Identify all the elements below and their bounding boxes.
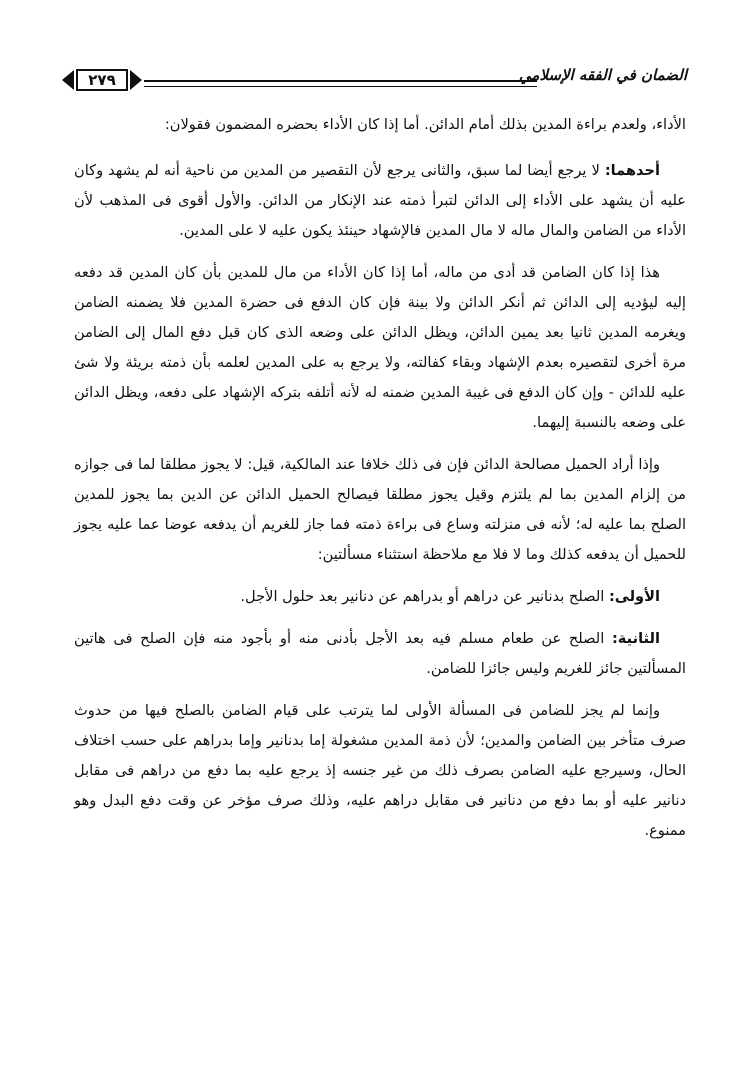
page-number: ٢٧٩ <box>76 69 128 91</box>
ornament-arrow-left-icon <box>62 70 74 90</box>
paragraph-text: وإذا أراد الحميل مصالحة الدائن فإن فى ذلك خلافا عند المالكية، قيل: لا يجوز مطلقا لما فى جوازه من إلزام المدين بما لم يلتزم وقيل يجوز مطلقا فيصالح الحميل الدائن عن الدين بما يجوز للمدين الصلح بما عليه له؛ لأنه فى منزلته وساع فى براءة ذمته فما جاز للغريم أن يدفعه عوضا عما عليه يجوز للحميل أن يدفعه كذلك وما لا فلا مع ملاحظة استثناء مسألتين: <box>74 456 686 563</box>
paragraph-label: أحدهما: <box>604 162 660 179</box>
running-header <box>62 62 687 106</box>
paragraph-first-opinion <box>74 156 686 246</box>
paragraph-label: الأولى: <box>608 588 660 605</box>
paragraph-settlement <box>74 450 686 570</box>
header-rule <box>144 80 537 87</box>
page-number-ornament <box>62 69 142 91</box>
paragraph-text: لا يرجع أيضا لما سبق، والثانى يرجع لأن التقصير من المدين من ناحية أنه لم يشهد وكان عليه أن يشهد على الأداء إلى الدائن لتبرأ ذمته عند الإنكار من الدائن. والأول أقوى فى المذهب لأن الأداء من الضامن والمال ماله لا مال المدين فالإشهاد حينئذ يكون عليه لا على المدين. <box>74 162 686 239</box>
paragraph-text: الأداء، ولعدم براءة المدين بذلك أمام الدائن. أما إذا كان الأداء بحضره المضمون فقولان: <box>164 116 686 133</box>
paragraph-text: الصلح بدنانير عن دراهم أو بدراهم عن دنانير بعد حلول الأجل. <box>240 588 609 605</box>
paragraph-second-issue <box>74 624 686 684</box>
paragraph-text: الصلح عن طعام مسلم فيه بعد الأجل بأدنى منه أو بأجود منه فإن الصلح فى هاتين المسألتين جائز للغريم وليس جائزا للضامن. <box>74 630 686 677</box>
running-header-title: الضمان في الفقه الإسلامي <box>518 66 687 84</box>
paragraph-text: وإنما لم يجز للضامن فى المسألة الأولى لما يترتب على قيام الضامن بالصلح فيها من حدوث صرف متأخر بين الضامن والمدين؛ لأن ذمة المدين مشغولة إما بدنانير وإما بدراهم على حسب اختلاف الحال، وسيرجع عليه الضامن بصرف ذلك من غير جنسه إذ يرجع عليه بما دفع من دراهم فى مقابل دنانير عليه أو بما دفع من دنانير فى مقابل دراهم عليه، وذلك صرف مؤخر عن وقت دفع البدل وهو ممنوع. <box>74 702 686 839</box>
paragraph-text: هذا إذا كان الضامن قد أدى من ماله، أما إذا كان الأداء من مال للمدين بأن كان المدين قد دفعه إليه ليؤديه إلى الدائن ثم أنكر الدائن ولا بينة فإن كان الدفع فى حضرة المدين فلا يضمنه الضامن ويغرمه المدين ثانيا بعد يمين الدائن، ويظل الدائن على وضعه الذى كان قبل دفع المال إلى الضامن مرة أخرى لتقصيره بعدم الإشهاد وبقاء كفالته، ولا يرجع به على المدين لعلمه بأن ذمته بريئة ولا شئ عليه للدائن - وإن كان الدفع فى غيبة المدين ضمنه له لأنه أتلفه بتركه الإشهاد على دفعه، ويظل الدائن على وضعه بالنسبة إليهما. <box>74 264 686 431</box>
paragraph-label: الثانية: <box>611 630 660 647</box>
paragraph-first-issue <box>74 582 686 612</box>
page-body <box>74 110 686 858</box>
ornament-arrow-right-icon <box>130 70 142 90</box>
paragraph-guarantor-payment <box>74 258 686 438</box>
paragraph-explanation <box>74 696 686 846</box>
paragraph-continuation <box>74 110 686 140</box>
